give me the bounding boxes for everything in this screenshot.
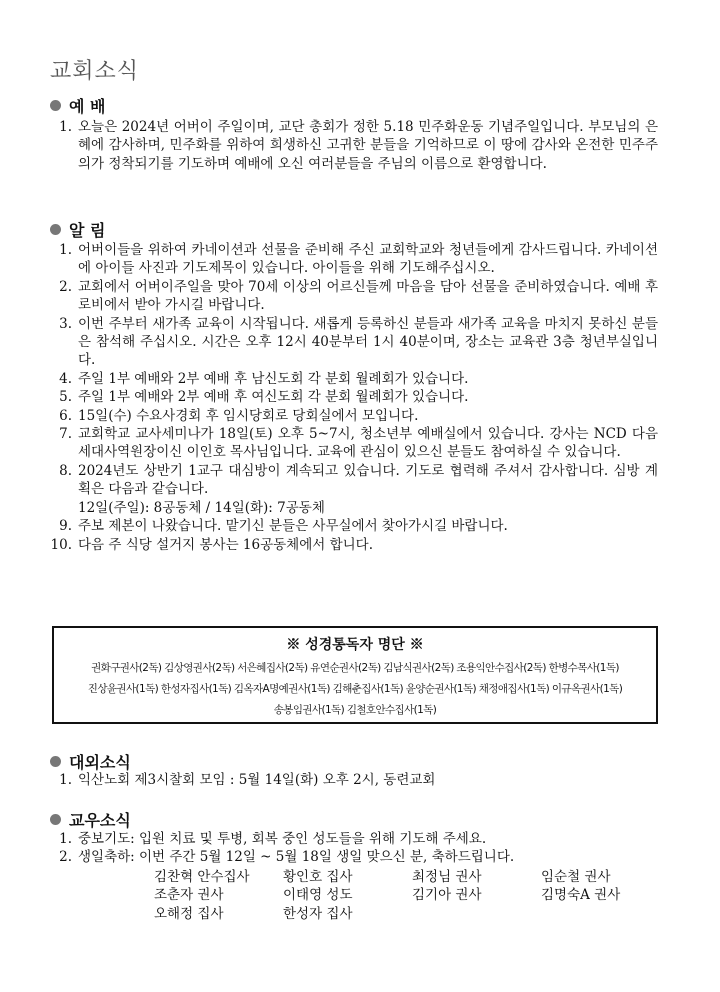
notices-heading-label: 알 림	[69, 221, 106, 240]
item-text: 오늘은 2024년 어버이 주일이며, 교단 총회가 정한 5.18 민주화운동 기념주일입니다. 부모님의 은혜에 감사하며, 민주화를 위하여 희생하신 고귀한 분들을 기억하므로 이 땅에 감사와 온전한 민주주의가 정착되기를 기도하며 예배에 오신 여러분들을 주님의 이름으로 환영합니다.	[78, 119, 658, 172]
page-title: 교회소식	[50, 59, 140, 84]
bible-readers-box	[52, 626, 658, 724]
list-item	[48, 425, 658, 462]
worship-list	[48, 118, 658, 173]
item-number: 3.	[59, 315, 72, 332]
list-item	[48, 848, 658, 866]
list-item	[48, 830, 658, 848]
birthday-name: 김기아 권사	[412, 887, 482, 904]
item-number: 2.	[59, 278, 72, 295]
notices-heading	[50, 218, 105, 241]
list-item	[48, 315, 658, 370]
item-number: 4.	[59, 370, 72, 387]
item-number: 1.	[59, 831, 72, 847]
list-item	[48, 278, 658, 315]
list-item	[48, 407, 658, 425]
item-text: 생일축하: 이번 주간 5월 12일 ~ 5월 18일 생일 맞으신 분, 축하드립니다.	[78, 849, 515, 866]
birthday-row	[154, 868, 670, 886]
item-number: 1.	[59, 242, 72, 258]
item-number: 8.	[59, 462, 72, 479]
list-item	[48, 517, 658, 535]
bullet-icon	[50, 814, 61, 825]
worship-heading	[50, 94, 105, 117]
item-text: 주일 1부 예배와 2부 예배 후 남신도회 각 분회 월례회가 있습니다.	[78, 370, 469, 387]
item-text: 중보기도: 입원 치료 및 투병, 회복 중인 성도들을 위해 기도해 주세요.	[78, 831, 487, 847]
list-item	[48, 536, 658, 554]
item-text: 다음 주 식당 설거지 봉사는 16공동체에서 합니다.	[78, 536, 373, 553]
external-heading	[50, 750, 131, 773]
list-item	[48, 118, 658, 173]
item-number: 6.	[59, 407, 72, 424]
birthday-row	[154, 886, 670, 904]
item-text: 교회에서 어버이주일을 맞아 70세 이상의 어르신들께 마음을 담아 선물을 준비하였습니다. 예배 후 로비에서 받아 가시길 바랍니다.	[78, 278, 658, 314]
visit-schedule: 12일(주일): 8공동체 / 14일(화): 7공동체	[78, 499, 325, 516]
list-item	[48, 388, 658, 406]
bullet-icon	[50, 756, 61, 767]
item-text: 이번 주부터 새가족 교육이 시작됩니다. 새롭게 등록하신 분들과 새가족 교육을 마치지 못하신 분들은 참석해 주십시오. 시간은 오후 12시 40분부터 1시 40분이며, 장소는 교육관 3층 청년부실입니다.	[78, 315, 658, 369]
list-item	[48, 241, 658, 278]
birthday-name: 김찬혁 안수집사	[154, 869, 250, 885]
list-item	[48, 370, 658, 388]
birthday-name: 조춘자 권사	[154, 887, 224, 904]
item-number: 2.	[59, 849, 72, 866]
item-number: 9.	[59, 518, 72, 535]
item-text: 어버이들을 위하여 카네이션과 선물을 준비해 주신 교회학교와 청년들에게 감사드립니다. 카네이션에 아이들 사진과 기도제목이 있습니다. 아이들을 위해 기도해주십시오.	[78, 242, 658, 277]
external-list	[48, 771, 658, 789]
birthday-name: 이태영 성도	[283, 887, 353, 904]
item-text: 교회학교 교사세미나가 18일(토) 오후 5~7시, 청소년부 예배실에서 있습니다. 강사는 NCD 다음세대사역원장이신 이인호 목사님입니다. 교육에 관심이 있으신 분들도 참여하실 수 있습니다.	[78, 426, 658, 461]
bullet-icon	[50, 224, 61, 235]
birthday-row	[154, 905, 670, 923]
birthday-name: 임순철 권사	[541, 869, 611, 885]
bible-readers-names	[54, 658, 656, 721]
item-number: 1.	[59, 772, 72, 788]
reader-line: 송봉임권사(1독) 김철호안수집사(1독)	[273, 704, 437, 716]
birthday-names	[154, 868, 670, 923]
worship-heading-label: 예 배	[69, 97, 106, 116]
list-item	[48, 462, 658, 517]
birthday-name: 김명숙A 권사	[541, 887, 621, 904]
item-text: 주보 제본이 나왔습니다. 맡기신 분들은 사무실에서 찾아가시길 바랍니다.	[78, 518, 508, 535]
members-list	[48, 830, 658, 867]
bible-readers-title: ※ 성경통독자 명단 ※	[286, 637, 424, 653]
item-text: 2024년도 상반기 1교구 대심방이 계속되고 있습니다. 기도로 협력해 주셔서 감사합니다. 심방 계획은 다음과 같습니다.	[78, 462, 658, 498]
members-heading-label: 교우소식	[69, 811, 131, 830]
item-number: 1.	[59, 119, 72, 135]
item-text: 15일(수) 수요사경회 후 임시당회로 당회실에서 모입니다.	[78, 407, 419, 424]
notices-list	[48, 241, 658, 554]
bullet-icon	[50, 100, 61, 111]
reader-line: 진상윤권사(1독) 한성자집사(1독) 김옥자A명예권사(1독) 김해춘집사(1독) 윤양순권사(1독) 채정애집사(1독) 이규옥권사(1독)	[87, 683, 623, 695]
list-item	[48, 771, 658, 789]
item-number: 10.	[50, 536, 72, 553]
item-text: 익산노회 제3시찰회 모임 : 5월 14일(화) 오후 2시, 동련교회	[78, 772, 436, 788]
birthday-name: 한성자 집사	[283, 905, 353, 922]
item-number: 7.	[59, 426, 72, 443]
external-heading-label: 대외소식	[69, 753, 131, 772]
item-number: 5.	[59, 389, 72, 406]
birthday-name: 오해정 집사	[154, 905, 224, 922]
reader-line: 권화구권사(2독) 김상영권사(2독) 서은혜집사(2독) 유연순권사(2독) 김남식권사(2독) 조용익안수집사(2독) 한병수목사(1독)	[91, 662, 619, 674]
birthday-name: 황인호 집사	[283, 869, 353, 885]
birthday-name: 최정님 권사	[412, 869, 482, 885]
members-heading	[50, 808, 131, 831]
item-text: 주일 1부 예배와 2부 예배 후 여신도회 각 분회 월례회가 있습니다.	[78, 389, 469, 406]
